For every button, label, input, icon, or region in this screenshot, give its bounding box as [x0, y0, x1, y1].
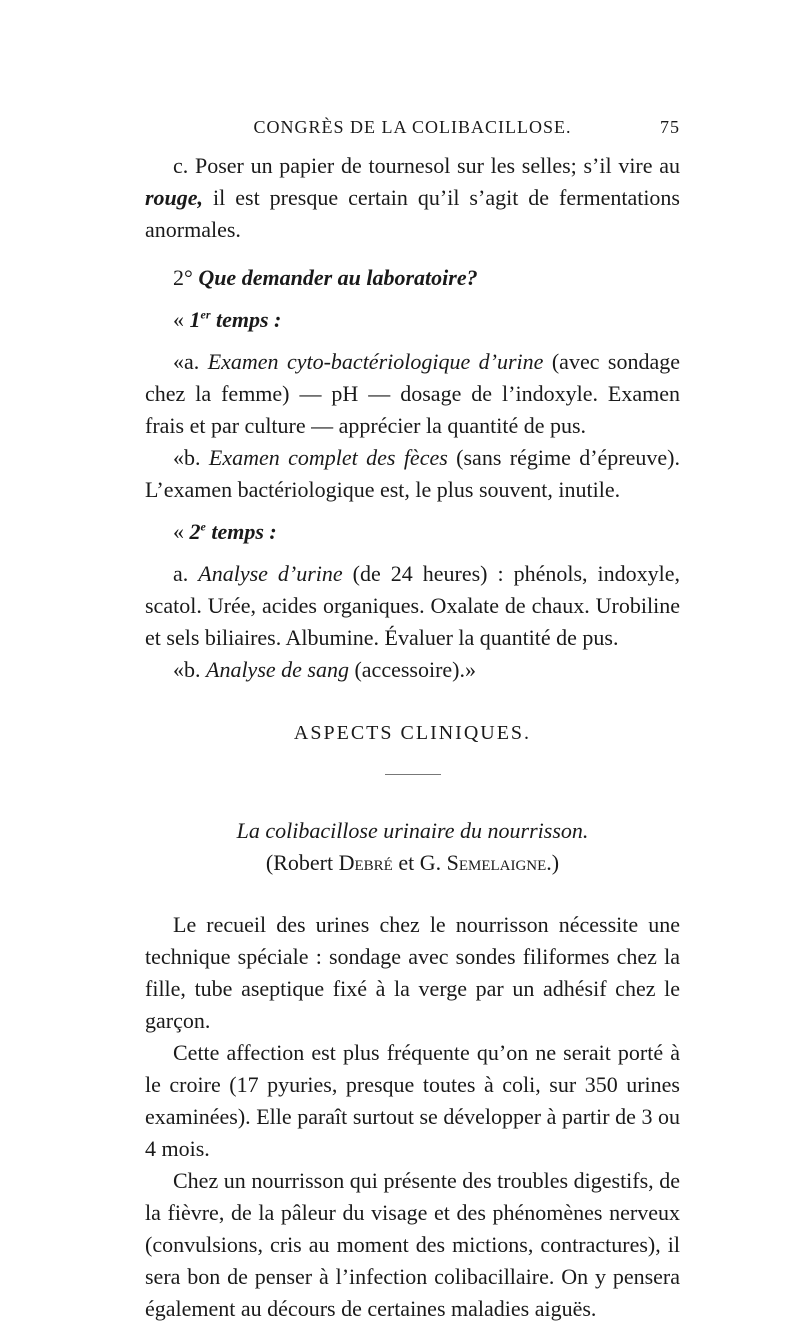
item-c	[145, 150, 680, 246]
second-stage-item-a-prefix: a.	[173, 561, 189, 586]
question-2	[145, 262, 680, 294]
first-stage-item-a-italic: Examen cyto-bactériologique d’urine	[207, 349, 544, 374]
first-stage-item-b	[145, 442, 680, 506]
first-stage-word: temps :	[216, 307, 282, 332]
first-stage-number: 1	[189, 307, 201, 332]
second-stage-heading	[145, 516, 680, 548]
item-c-text-1: Poser un papier de tournesol sur les selles; s’il vire au	[194, 153, 680, 178]
authors-close: .)	[546, 850, 560, 875]
item-c-rouge: rouge,	[145, 185, 204, 210]
first-stage-sup: er	[200, 307, 211, 322]
second-stage-item-b-rest: (accessoire).»	[354, 657, 477, 682]
second-stage-number: 2	[189, 519, 201, 544]
first-stage-item-b-rest: (sans régime d’épreuve). L’examen bactériologique est, le plus souvent, inutile.	[145, 445, 680, 502]
authors-and: et G.	[398, 850, 442, 875]
first-stage-item-b-italic: Examen complet des fèces	[208, 445, 448, 470]
page-body	[145, 150, 680, 1325]
page-header	[145, 117, 680, 147]
second-stage-word: temps :	[211, 519, 277, 544]
article-title: La colibacillose urinaire du nourrisson.	[236, 818, 589, 843]
first-stage-heading	[145, 304, 680, 336]
question-2-label: 2°	[173, 265, 193, 290]
first-stage-item-a-rest: (avec sondage chez la femme) — pH — dosage de l’indoxyle. Examen frais et par culture — apprécier la quantité de pus.	[145, 349, 680, 438]
second-stage-item-a	[145, 558, 680, 654]
second-stage-item-a-italic: Analyse d’urine	[198, 561, 343, 586]
item-c-text-2: il est presque certain qu’il s’agit de fermentations anormales.	[145, 185, 680, 242]
second-stage-item-b	[145, 654, 680, 686]
paragraph-3: Chez un nourrisson qui présente des troubles digestifs, de la fièvre, de la pâleur du visage et des phénomènes nerveux (convulsions, cris au moment des mictions, contractures), il sera bon de penser à l’infection colibacillaire. On y pensera également au décours de certaines maladies aiguës.	[145, 1168, 680, 1321]
running-title: CONGRÈS DE LA COLIBACILLOSE.	[253, 117, 572, 137]
second-stage-item-a-rest: (de 24 heures) : phénols, indoxyle, scatol. Urée, acides organiques. Oxalate de chaux. Urobiline et sels biliaires. Albumine. Évaluer la quantité de pus.	[145, 561, 681, 650]
section-divider	[385, 774, 441, 775]
page-number: 75	[660, 117, 680, 137]
second-stage-quote: «	[173, 519, 184, 544]
item-c-label: c.	[173, 153, 189, 178]
paragraph-2: Cette affection est plus fréquente qu’on ne serait porté à le croire (17 pyuries, presque toutes à coli, sur 350 urines examinées). Elle paraît surtout se développer à partir de 3 ou 4 mois.	[145, 1040, 680, 1161]
second-stage-sup: e	[200, 519, 206, 534]
first-stage-item-b-prefix: «b.	[173, 445, 201, 470]
paragraph-1: Le recueil des urines chez le nourrisson nécessite une technique spéciale : sondage avec sondes filiformes chez la fille, tube aseptique fixé à la verge par un adhésif chez le garçon.	[145, 912, 680, 1033]
first-stage-item-a	[145, 346, 680, 442]
question-2-text: Que demander au laboratoire?	[198, 265, 478, 290]
second-stage-item-b-italic: Analyse de sang	[206, 657, 349, 682]
first-stage-item-a-prefix: «a.	[173, 349, 200, 374]
authors-open: (Robert	[265, 850, 334, 875]
section-heading: ASPECTS CLINIQUES.	[293, 722, 532, 744]
author-debre: Debré	[338, 850, 393, 875]
first-stage-quote: «	[173, 307, 184, 332]
author-semelaigne: Semelaigne	[446, 850, 547, 875]
article-authors	[145, 847, 680, 879]
second-stage-item-b-prefix: «b.	[173, 657, 201, 682]
